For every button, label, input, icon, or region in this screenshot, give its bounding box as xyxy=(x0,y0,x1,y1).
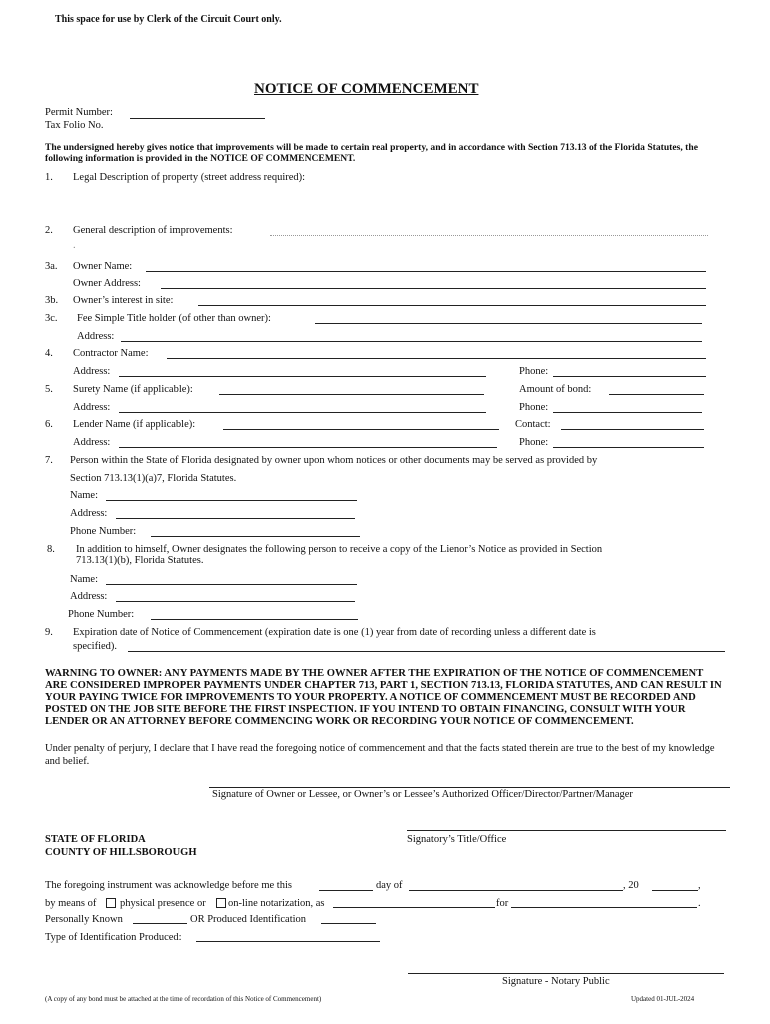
contractor-phone-label: Phone: xyxy=(519,366,549,377)
item-number: 1. xyxy=(45,172,53,183)
lender-address-label: Address: xyxy=(73,437,111,448)
state-label: STATE OF FLORIDA xyxy=(45,834,146,845)
owner-signature-label: Signature of Owner or Lessee, or Owner’s or Lessee’s Authorized Officer/Director/Partner/Manager xyxy=(212,789,633,800)
item-number: 7. xyxy=(45,455,53,466)
id-type-field[interactable] xyxy=(196,941,380,942)
p8-phone-label: Phone Number: xyxy=(68,609,135,620)
comma: , xyxy=(698,880,701,891)
surety-address-field[interactable] xyxy=(119,412,486,413)
page-title: NOTICE OF COMMENCEMENT xyxy=(254,81,479,97)
amount-bond-field[interactable] xyxy=(609,394,704,395)
contractor-phone-field[interactable] xyxy=(553,376,706,377)
p8-name-label: Name: xyxy=(70,574,98,585)
section-7-text: Section 713.13(1)(a)7, Florida Statutes. xyxy=(70,473,237,484)
p7-name-field[interactable] xyxy=(106,500,357,501)
surety-phone-field[interactable] xyxy=(553,412,702,413)
item-number: 9. xyxy=(45,627,53,638)
day-of-text: day of xyxy=(376,880,403,891)
fee-simple-field[interactable] xyxy=(315,323,702,324)
for-field[interactable] xyxy=(511,907,697,908)
clerk-note: This space for use by Clerk of the Circuit Court only. xyxy=(55,14,282,25)
owner-address-field[interactable] xyxy=(161,288,706,289)
id-type-label: Type of Identification Produced: xyxy=(45,932,182,943)
fee-address-label: Address: xyxy=(77,331,115,342)
permit-number-field[interactable] xyxy=(130,118,265,119)
expiration-text: Expiration date of Notice of Commencement (expiration date is one (1) year from date of recording unless a different date is xyxy=(73,627,596,638)
period: . xyxy=(698,898,701,909)
owner-interest-label: Owner’s interest in site: xyxy=(73,295,174,306)
lienor-text: In addition to himself, Owner designates the following person to receive a copy of the Lienor’s Notice as provided in Section xyxy=(76,544,603,555)
lender-contact-field[interactable] xyxy=(561,429,704,430)
footer-note: (A copy of any bond must be attached at the time of recordation of this Notice of Commencement) xyxy=(45,995,322,1003)
amount-bond-label: Amount of bond: xyxy=(519,384,592,395)
item-number: 6. xyxy=(45,419,53,430)
lender-phone-field[interactable] xyxy=(553,447,704,448)
physical-presence-checkbox[interactable] xyxy=(106,898,116,908)
general-description-label: General description of improvements: xyxy=(73,225,233,236)
person-florida-text: Person within the State of Florida designated by owner upon whom notices or other documents may be served as provided by xyxy=(70,455,598,466)
personally-known-label: Personally Known xyxy=(45,914,123,925)
for-text: for xyxy=(496,898,509,909)
signatory-title-label: Signatory’s Title/Office xyxy=(407,834,507,845)
item-number: 3b. xyxy=(45,295,59,306)
fee-address-field[interactable] xyxy=(121,341,702,342)
month-field[interactable] xyxy=(409,890,623,891)
intro-text: The undersigned hereby gives notice that improvements will be made to certain real property, and in accordance with Section 713.13 of the Florida Statutes, the following information is provided in the NOTICE OF COMMENCEMENT. xyxy=(45,142,698,164)
owner-interest-field[interactable] xyxy=(198,305,706,306)
notary-signature-label: Signature - Notary Public xyxy=(502,976,610,987)
owner-name-field[interactable] xyxy=(146,271,706,272)
county-label: COUNTY OF HILLSBOROUGH xyxy=(45,847,197,858)
permit-label: Permit Number: xyxy=(45,107,113,118)
item-number: 3a. xyxy=(45,261,58,272)
notary-signature-field[interactable] xyxy=(408,973,724,974)
lender-phone-label: Phone: xyxy=(519,437,549,448)
online-as-field[interactable] xyxy=(333,907,495,908)
lender-name-field[interactable] xyxy=(223,429,499,430)
expiration-date-field[interactable] xyxy=(128,651,725,652)
tax-folio-label: Tax Folio No. xyxy=(45,120,104,131)
legal-description-label: Legal Description of property (street address required): xyxy=(73,172,306,183)
owner-signature-field[interactable] xyxy=(209,787,730,788)
p7-address-field[interactable] xyxy=(116,518,355,519)
expiration-text-cont: specified). xyxy=(73,641,118,652)
physical-presence-label: physical presence or xyxy=(120,898,206,909)
updated-date: Updated 01-JUL-2024 xyxy=(631,995,695,1003)
owner-name-label: Owner Name: xyxy=(73,261,133,272)
general-description-field[interactable] xyxy=(270,235,708,236)
p7-phone-field[interactable] xyxy=(151,536,360,537)
lender-name-label: Lender Name (if applicable): xyxy=(73,419,196,430)
signatory-title-field[interactable] xyxy=(407,830,726,831)
surety-address-label: Address: xyxy=(73,402,111,413)
year-prefix: , 20 xyxy=(623,880,639,891)
p8-phone-field[interactable] xyxy=(151,619,358,620)
p7-phone-label: Phone Number: xyxy=(70,526,137,537)
lender-contact-label: Contact: xyxy=(515,419,551,430)
p7-name-label: Name: xyxy=(70,490,98,501)
online-notarization-checkbox[interactable] xyxy=(216,898,226,908)
online-notarization-label: on-line notarization, as xyxy=(228,898,325,909)
p8-address-label: Address: xyxy=(70,591,108,602)
year-field[interactable] xyxy=(652,890,698,891)
surety-name-field[interactable] xyxy=(219,394,484,395)
contractor-name-field[interactable] xyxy=(167,358,706,359)
p7-address-label: Address: xyxy=(70,508,108,519)
contractor-address-field[interactable] xyxy=(119,376,486,377)
produced-id-field[interactable] xyxy=(321,923,376,924)
item-number: 2. xyxy=(45,225,53,236)
acknowledged-text: The foregoing instrument was acknowledge before me this xyxy=(45,880,292,891)
fee-simple-label: Fee Simple Title holder (of other than owner): xyxy=(77,313,271,324)
by-means-text: by means of xyxy=(45,898,97,909)
surety-name-label: Surety Name (if applicable): xyxy=(73,384,193,395)
warning-text: WARNING TO OWNER: ANY PAYMENTS MADE BY THE OWNER AFTER THE EXPIRATION OF THE NOTICE OF COMMENCEMENT ARE CONSIDERED IMPROPER PAYMENTS UNDER CHAPTER 713, PART 1, SECTION 713.13, FLORIDA STATUTES, AND CAN RESULT IN YOUR PAYING TWICE FOR IMPROVEMENTS TO YOUR PROPERTY. A NOTICE OF COMMENCEMENT MUST BE RECORDED AND POSTED ON THE JOB SITE BEFORE THE FIRST INSPECTION. IF YOU INTEND TO OBTAIN FINANCING, CONSULT WITH YOUR LENDER OR AN ATTORNEY BEFORE COMMENCING WORK OR RECORDING YOUR NOTICE OF COMMENCEMENT. xyxy=(45,668,722,727)
item-number: 3c. xyxy=(45,313,58,324)
lender-address-field[interactable] xyxy=(119,447,497,448)
item-number: 8. xyxy=(47,544,55,555)
contractor-name-label: Contractor Name: xyxy=(73,348,149,359)
p8-address-field[interactable] xyxy=(116,601,355,602)
item-number: 4. xyxy=(45,348,53,359)
lienor-text-cont: 713.13(1)(b), Florida Statutes. xyxy=(76,555,204,566)
surety-phone-label: Phone: xyxy=(519,402,549,413)
contractor-address-label: Address: xyxy=(73,366,111,377)
perjury-text: Under penalty of perjury, I declare that I have read the foregoing notice of commencement and that the facts stated therein are true to the best of my knowledge and belief. xyxy=(45,743,715,767)
day-field[interactable] xyxy=(319,890,373,891)
p8-name-field[interactable] xyxy=(106,584,357,585)
stray-dot: . xyxy=(73,240,76,251)
produced-id-label: OR Produced Identification xyxy=(190,914,307,925)
personally-known-field[interactable] xyxy=(133,923,187,924)
owner-address-label: Owner Address: xyxy=(73,278,141,289)
item-number: 5. xyxy=(45,384,53,395)
